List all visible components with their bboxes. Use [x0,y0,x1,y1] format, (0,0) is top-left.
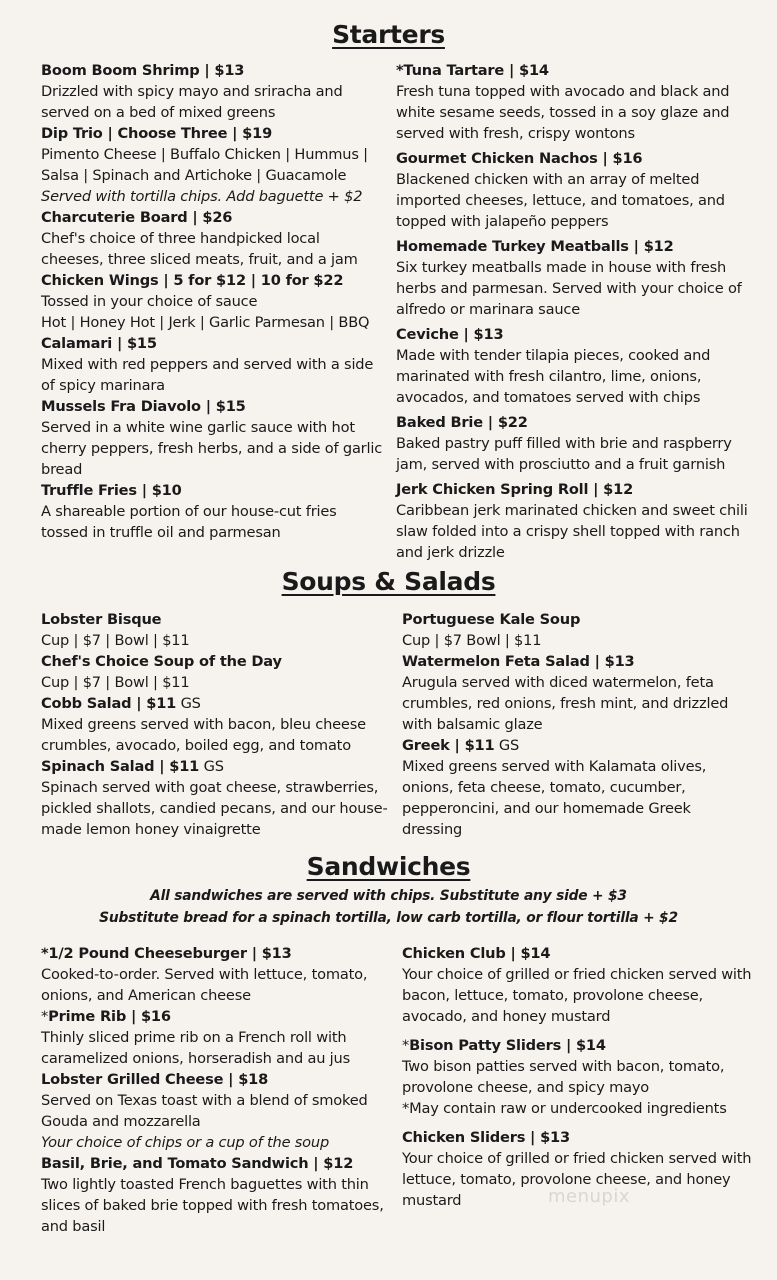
item-name: Gourmet Chicken Nachos | $16 [396,150,643,167]
menu-item [41,1069,386,1153]
item-name: Chicken Sliders | $13 [402,1129,570,1146]
item-name: Boom Boom Shrimp | $13 [41,62,245,79]
gluten-sensitive-tag: GS [199,758,224,775]
menu-item [41,60,386,123]
menu-item [396,412,758,475]
sandwiches-note-bread: Substitute bread for a spinach tortilla, low carb tortilla, or flour tortilla + $2 [99,910,678,926]
menu-item [402,1035,757,1119]
item-name: *1/2 Pound Cheeseburger | $13 [41,945,292,962]
item-desc: Two bison patties served with bacon, tomato, provolone cheese, and spicy mayo [402,1058,725,1096]
item-desc: Made with tender tilapia pieces, cooked and marinated with fresh cilantro, lime, onions, avocados, and tomatoes served with chips [396,347,711,406]
item-name: Basil, Brie, and Tomato Sandwich | $12 [41,1155,354,1172]
item-desc: Six turkey meatballs made in house with fresh herbs and parmesan. Served with your choice of alfredo or marinara sauce [396,259,742,318]
soups-left-column [41,609,391,840]
menu-item [396,236,758,320]
item-desc: Cup | $7 | Bowl | $11 [41,632,190,649]
item-name: Lobster Bisque [41,611,162,628]
menu-item [41,943,386,1006]
item-desc: Your choice of grilled or fried chicken served with bacon, lettuce, tomato, provolone cheese, avocado, and honey mustard [402,966,752,1025]
sandwiches-title: Sandwiches [306,852,471,881]
menu-item [396,324,758,408]
item-desc: Blackened chicken with an array of melted imported cheeses, lettuce, and tomatoes, and topped with jalapeño peppers [396,171,725,230]
menu-item [41,396,386,480]
item-name: Homemade Turkey Meatballs | $12 [396,238,674,255]
menu-item [396,479,758,563]
starters-right-column [396,60,758,563]
item-desc: Baked pastry puff filled with brie and raspberry jam, served with prosciutto and a fruit garnish [396,435,732,473]
menu-item [41,1153,386,1237]
menu-item [41,609,391,651]
item-note: Your choice of chips or a cup of the soup [41,1134,330,1151]
item-name: Chef's Choice Soup of the Day [41,653,282,670]
item-note: Served with tortilla chips. Add baguette + $2 [41,188,363,205]
item-desc-sauces: Hot | Honey Hot | Jerk | Garlic Parmesan | BBQ [41,314,370,331]
menu-item [41,270,386,333]
item-desc: Chef's choice of three handpicked local cheeses, three sliced meats, fruit, and a jam [41,230,358,268]
menu-item [402,651,752,735]
item-desc: Mixed greens served with bacon, bleu cheese crumbles, avocado, boiled egg, and tomato [41,716,366,754]
soups-right-column [402,609,752,840]
item-name: Greek | $11 [402,737,495,754]
item-name: Jerk Chicken Spring Roll | $12 [396,481,634,498]
item-desc: Two lightly toasted French baguettes with thin slices of baked brie topped with fresh tomatoes, and basil [41,1176,384,1235]
raw-asterisk: * [402,1037,410,1054]
menu-item [41,333,386,396]
item-desc: Cup | $7 | Bowl | $11 [41,674,190,691]
raw-asterisk: * [41,1008,49,1025]
menu-item [402,943,757,1027]
raw-warning: *May contain raw or undercooked ingredients [402,1100,727,1117]
item-name: Calamari | $15 [41,335,157,352]
item-desc: Drizzled with spicy mayo and sriracha and served on a bed of mixed greens [41,83,343,121]
item-desc: Fresh tuna topped with avocado and black and white sesame seeds, tossed in a soy glaze and served with fresh, crispy wontons [396,83,730,142]
menu-item [41,480,386,543]
item-name: Cobb Salad | $11 [41,695,177,712]
item-desc: Your choice of grilled or fried chicken served with lettuce, tomato, provolone cheese, and honey mustard [402,1150,752,1209]
item-name: Spinach Salad | $11 [41,758,200,775]
watermark-logo: menupix [548,1186,631,1207]
item-name: *Tuna Tartare | $14 [396,62,549,79]
item-desc: Cup | $7 Bowl | $11 [402,632,542,649]
item-desc: Spinach served with goat cheese, strawberries, pickled shallots, candied pecans, and our house-made lemon honey vinaigrette [41,779,388,838]
soups-salads-title: Soups & Salads [281,567,496,596]
gluten-sensitive-tag: GS [176,695,201,712]
item-name: Dip Trio | Choose Three | $19 [41,125,273,142]
item-name: Ceviche | $13 [396,326,504,343]
sandwiches-note-sides: All sandwiches are served with chips. Substitute any side + $3 [150,888,627,904]
item-name: Portuguese Kale Soup [402,611,581,628]
menu-item [41,207,386,270]
menu-item [396,60,758,144]
menu-item [41,756,391,840]
gluten-sensitive-tag: GS [494,737,520,754]
menu-item [41,123,386,207]
item-desc: A shareable portion of our house-cut fries tossed in truffle oil and parmesan [41,503,337,541]
item-desc: Thinly sliced prime rib on a French roll with caramelized onions, horseradish and au jus [41,1029,350,1067]
item-name: Chicken Wings | 5 for $12 | 10 for $22 [41,272,344,289]
item-desc: Pimento Cheese | Buffalo Chicken | Hummus | Salsa | Spinach and Artichoke | Guacamole [41,146,368,184]
menu-item [402,609,752,651]
menu-item [41,1006,386,1069]
item-desc: Served on Texas toast with a blend of smoked Gouda and mozzarella [41,1092,368,1130]
menu-item [396,148,758,232]
item-name: Watermelon Feta Salad | $13 [402,653,635,670]
sandwiches-right-column [402,943,757,1211]
item-desc: Mixed greens served with Kalamata olives, onions, feta cheese, tomato, cucumber, pepperoncini, and our homemade Greek dressing [402,758,707,838]
item-desc: Caribbean jerk marinated chicken and sweet chili slaw folded into a crispy shell topped with ranch and jerk drizzle [396,502,748,561]
item-name: Mussels Fra Diavolo | $15 [41,398,246,415]
item-desc: Tossed in your choice of sauce [41,293,258,310]
item-name: Truffle Fries | $10 [41,482,182,499]
menu-item [402,735,752,840]
item-name: Bison Patty Sliders | $14 [409,1037,606,1054]
sandwiches-left-column [41,943,386,1237]
item-desc: Served in a white wine garlic sauce with hot cherry peppers, fresh herbs, and a side of garlic bread [41,419,383,478]
item-name: Chicken Club | $14 [402,945,551,962]
starters-title: Starters [332,20,445,49]
menu-item [41,651,391,693]
menu-item [41,693,391,756]
item-name: Charcuterie Board | $26 [41,209,233,226]
item-desc: Mixed with red peppers and served with a side of spicy marinara [41,356,374,394]
item-desc: Cooked-to-order. Served with lettuce, tomato, onions, and American cheese [41,966,368,1004]
item-name: Prime Rib | $16 [48,1008,171,1025]
item-name: Baked Brie | $22 [396,414,528,431]
starters-left-column [41,60,386,543]
item-desc: Arugula served with diced watermelon, feta crumbles, red onions, fresh mint, and drizzled with balsamic glaze [402,674,729,733]
item-name: Lobster Grilled Cheese | $18 [41,1071,269,1088]
